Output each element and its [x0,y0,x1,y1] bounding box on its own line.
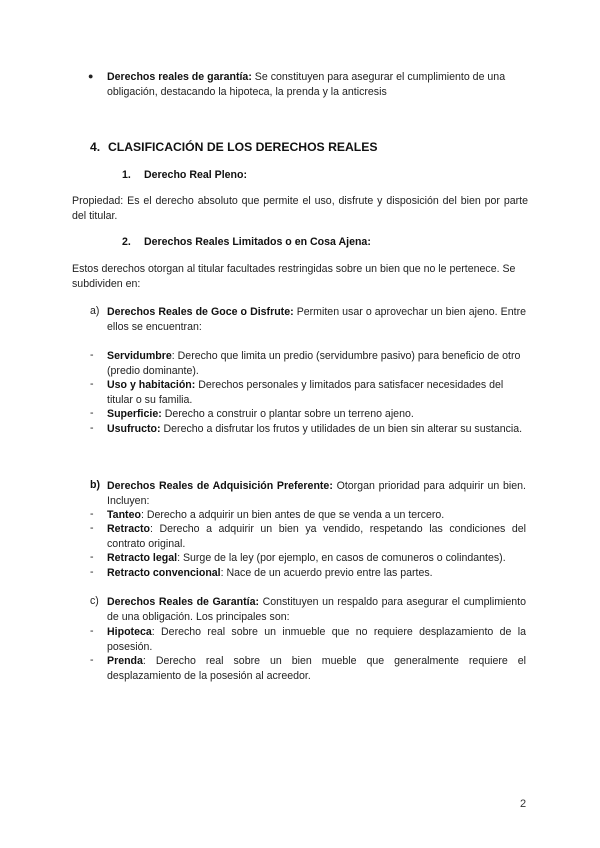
group-c-text: Constituyen un respaldo para asegurar el cumplimiento de una obligación. Los principales son: [107,596,526,623]
group-a-label: Derechos Reales de Goce o Disfrute: [107,306,294,318]
subsection-2-body: Estos derechos otorgan al titular facultades restringidas sobre un bien que no le pertenece. Se subdividen en: [72,263,516,290]
section-title: CLASIFICACIÓN DE LOS DERECHOS REALES [108,140,378,154]
list-item-text: : Nace de un acuerdo previo entre las partes. [220,567,433,579]
list-item-dash: - [90,407,94,419]
group-b-intro [107,479,526,509]
group-a-text: Permiten usar o aprovechar un bien ajeno. Entre ellos se encuentran: [107,306,527,333]
list-item-label: Tanteo [107,509,141,521]
subsection-1-title: Derecho Real Pleno: [144,169,248,181]
list-item-text: : Derecho real sobre un bien mueble que generalmente requiere el desplazamiento de la posesión al acreedor. [107,655,526,682]
list-item-label: Servidumbre [107,350,172,362]
group-b-letter: b) [90,479,100,491]
list-item-text: Derechos personales y limitados para satisfacer necesidades del titular o su familia. [107,379,504,406]
list-item-text: : Derecho a adquirir un bien antes de que se venda a un tercero. [140,509,445,521]
list-item-label: Retracto [107,523,150,535]
list-item [107,422,526,437]
list-item [107,654,526,684]
list-item-dash: - [90,422,94,434]
list-item-text: : Surge de la ley (por ejemplo, en casos de comuneros o colindantes). [177,552,506,564]
group-b-label: Derechos Reales de Adquisición Preferente: [107,480,333,492]
subsection-2-title: Derechos Reales Limitados o en Cosa Ajena: [144,236,371,248]
group-a-letter: a) [90,305,100,317]
group-c-letter: c) [90,595,99,607]
intro-bullet-label: Derechos reales de garantía: [107,71,252,83]
list-item-dash: - [90,349,94,361]
list-item-text: : Derecho a adquirir un bien ya vendido, respetando las condiciones del contrato original. [107,523,526,550]
intro-bullet-text [107,70,527,100]
list-item [107,566,526,581]
list-item-dash: - [90,566,94,578]
list-item [107,625,526,655]
list-item [107,378,526,408]
list-item-label: Hipoteca [107,626,152,638]
list-item-text: : Derecho real sobre un inmueble que no requiere desplazamiento de la posesión. [107,626,526,653]
group-a-intro [107,305,526,335]
list-item-text: Derecho a construir o plantar sobre un terreno ajeno. [161,408,414,420]
list-item [107,522,526,552]
list-item-dash: - [90,522,94,534]
page-number: 2 [520,798,527,810]
group-b-text: Otorgan prioridad para adquirir un bien. Incluyen: [107,480,526,507]
list-item-label: Usufructo: [107,423,161,435]
bullet-icon: ● [88,71,94,81]
list-item [107,508,526,523]
subsection-2-number: 2. [122,236,131,248]
section-number: 4. [90,140,101,154]
list-item-dash: - [90,378,94,390]
list-item-text: : Derecho que limita un predio (servidumbre pasivo) para beneficio de otro (predio dominante). [107,350,521,377]
list-item-dash: - [90,551,94,563]
list-item [107,551,526,566]
list-item-label: Prenda [107,655,143,667]
intro-bullet-body: Se constituyen para asegurar el cumplimiento de una obligación, destacando la hipoteca, la prenda y la anticresis [107,71,506,98]
list-item-label: Superficie: [107,408,162,420]
group-c-intro [107,595,526,625]
list-item [107,349,526,379]
subsection-1-body: Propiedad: Es el derecho absoluto que permite el uso, disfrute y disposición del bien por parte del titular. [72,195,528,222]
list-item-label: Retracto legal [107,552,178,564]
group-c-label: Derechos Reales de Garantía: [107,596,260,608]
list-item-dash: - [90,625,94,637]
list-item-dash: - [90,654,94,666]
list-item-text: Derecho a disfrutar los frutos y utilidades de un bien sin alterar su sustancia. [160,423,523,435]
list-item-label: Uso y habitación: [107,379,196,391]
list-item-label: Retracto convencional [107,567,221,579]
subsection-1-number: 1. [122,169,131,181]
list-item-dash: - [90,508,94,520]
list-item [107,407,526,422]
